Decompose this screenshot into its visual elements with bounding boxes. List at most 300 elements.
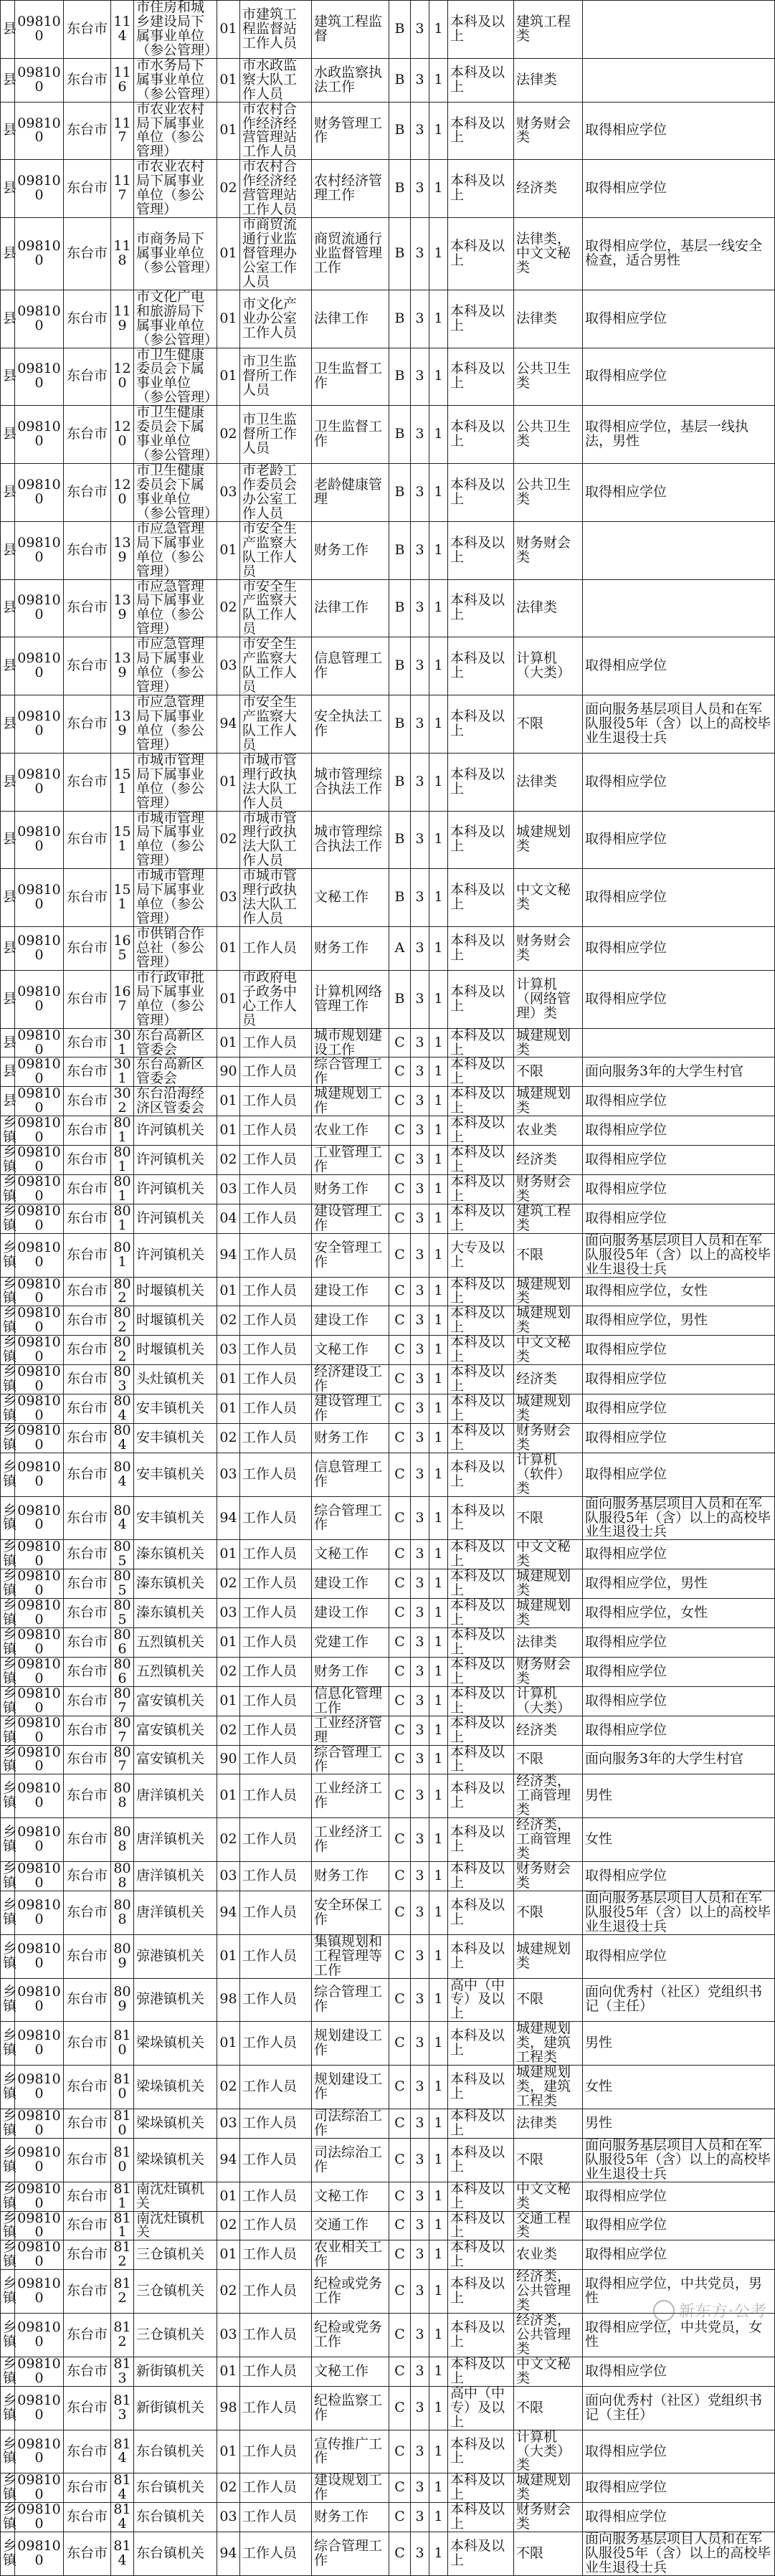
cell-city: 东台市: [64, 1540, 111, 1569]
cell-post-code: 03: [217, 1174, 240, 1204]
cell-city: 东台市: [64, 1891, 111, 1934]
cell-post-name: 工作人员: [240, 1657, 312, 1686]
cell-post-code: 04: [217, 1204, 240, 1233]
cell-city: 东台市: [64, 2182, 111, 2211]
cell-education: 本科及以上: [448, 2109, 514, 2138]
cell-category: C: [389, 1496, 411, 1540]
cell-dept-name: 市城市管理局下属事业单位（参公管理）: [134, 811, 217, 869]
cell-level: 县: [1, 1, 15, 59]
cell-dept-code: 803: [111, 1365, 134, 1394]
cell-job-desc: 文秘工作: [312, 2182, 389, 2211]
cell-post-name: 工作人员: [240, 1306, 312, 1336]
table-row: [1, 2532, 775, 2576]
cell-category: C: [389, 1087, 411, 1116]
cell-city: 东台市: [64, 521, 111, 579]
cell-category: C: [389, 1745, 411, 1774]
cell-exam-type: 3: [411, 1336, 429, 1365]
cell-education: 本科及以上: [448, 1087, 514, 1116]
cell-other-requirements: 取得相应学位: [583, 1174, 775, 1204]
cell-post-code: 02: [217, 1569, 240, 1599]
cell-post-name: 工作人员: [240, 1146, 312, 1175]
cell-org-code: 098100: [15, 1628, 64, 1658]
table-row: [1, 1657, 775, 1686]
cell-level: 乡镇: [1, 1540, 15, 1569]
cell-quota: 1: [429, 2386, 448, 2430]
cell-education: 本科及以上: [448, 1, 514, 59]
cell-major: 公共卫生类: [514, 406, 583, 464]
cell-exam-type: 3: [411, 1818, 429, 1862]
table-row: [1, 1423, 775, 1453]
cell-other-requirements: 取得相应学位: [583, 2211, 775, 2240]
cell-post-name: 市商贸流通行业监督管理办公室工作人员: [240, 218, 312, 290]
cell-city: 东台市: [64, 579, 111, 637]
cell-job-desc: 安全环保工作: [312, 1891, 389, 1934]
cell-job-desc: 计算机网络管理工作: [312, 970, 389, 1028]
cell-other-requirements: 取得相应学位，基层一线安全检查，适合男性: [583, 218, 775, 290]
cell-other-requirements: 男性: [583, 2022, 775, 2066]
cell-category: C: [389, 1365, 411, 1394]
cell-dept-code: 165: [111, 927, 134, 971]
cell-post-name: 工作人员: [240, 2138, 312, 2182]
cell-exam-type: 3: [411, 1628, 429, 1658]
cell-category: B: [389, 521, 411, 579]
cell-exam-type: 3: [411, 1774, 429, 1818]
cell-major: 城建规划类: [514, 1599, 583, 1628]
cell-exam-type: 3: [411, 2022, 429, 2066]
cell-other-requirements: 面向服务基层项目人员和在军队服役5年（含）以上的高校毕业生退役士兵: [583, 1233, 775, 1277]
cell-quota: 1: [429, 290, 448, 348]
cell-quota: 1: [429, 1540, 448, 1569]
cell-exam-type: 3: [411, 927, 429, 971]
cell-level: 乡镇: [1, 1745, 15, 1774]
cell-category: C: [389, 1818, 411, 1862]
cell-dept-name: 梁垛镇机关: [134, 2022, 217, 2066]
cell-level: 乡镇: [1, 1394, 15, 1424]
cell-post-name: 工作人员: [240, 1116, 312, 1146]
cell-post-name: 工作人员: [240, 2270, 312, 2314]
cell-org-code: 098100: [15, 2314, 64, 2357]
cell-job-desc: 财务工作: [312, 927, 389, 971]
cell-major: 经济类: [514, 1716, 583, 1745]
cell-dept-name: 时堰镇机关: [134, 1277, 217, 1306]
cell-job-desc: 财务工作: [312, 1423, 389, 1453]
cell-dept-code: 808: [111, 1774, 134, 1818]
cell-exam-type: 3: [411, 1540, 429, 1569]
cell-education: 本科及以上: [448, 869, 514, 927]
cell-level: 乡镇: [1, 1306, 15, 1336]
cell-other-requirements: 取得相应学位: [583, 1716, 775, 1745]
cell-other-requirements: 面向服务基层项目人员和在军队服役5年（含）以上的高校毕业生退役士兵: [583, 2532, 775, 2576]
cell-dept-name: 市城市管理局下属事业单位（参公管理）: [134, 869, 217, 927]
cell-other-requirements: 男性: [583, 2109, 775, 2138]
cell-post-code: 94: [217, 1891, 240, 1934]
cell-org-code: 098100: [15, 1087, 64, 1116]
cell-post-code: 01: [217, 970, 240, 1028]
table-row: [1, 1599, 775, 1628]
cell-dept-code: 807: [111, 1686, 134, 1716]
cell-category: C: [389, 1306, 411, 1336]
cell-dept-code: 151: [111, 811, 134, 869]
cell-dept-name: 东台镇机关: [134, 2430, 217, 2473]
cell-level: 县: [1, 348, 15, 406]
cell-category: C: [389, 2066, 411, 2109]
cell-education: 本科及以上: [448, 2211, 514, 2240]
cell-level: 乡镇: [1, 1599, 15, 1628]
cell-post-code: 02: [217, 1306, 240, 1336]
cell-other-requirements: 取得相应学位，男性: [583, 1569, 775, 1599]
cell-level: 县: [1, 102, 15, 160]
cell-dept-code: 120: [111, 406, 134, 464]
cell-post-name: 市安全生产监察大队工作人员: [240, 637, 312, 695]
cell-other-requirements: 面向服务基层项目人员和在军队服役5年（含）以上的高校毕业生退役士兵: [583, 1496, 775, 1540]
cell-post-code: 02: [217, 1716, 240, 1745]
cell-major: 建筑工程类: [514, 1204, 583, 1233]
cell-major: 不限: [514, 1233, 583, 1277]
cell-exam-type: 3: [411, 970, 429, 1028]
table-row: [1, 160, 775, 218]
cell-level: 乡镇: [1, 1453, 15, 1496]
cell-education: 本科及以上: [448, 464, 514, 522]
cell-other-requirements: 面向服务3年的大学生村官: [583, 1058, 775, 1087]
cell-dept-name: 唐洋镇机关: [134, 1862, 217, 1891]
cell-quota: 1: [429, 753, 448, 811]
cell-education: 本科及以上: [448, 1058, 514, 1087]
cell-post-name: 工作人员: [240, 1891, 312, 1934]
cell-education: 本科及以上: [448, 1306, 514, 1336]
cell-major: 计算机（软件）类: [514, 1453, 583, 1496]
cell-education: 本科及以上: [448, 406, 514, 464]
cell-job-desc: 文秘工作: [312, 869, 389, 927]
cell-job-desc: 纪检或党务工作: [312, 2314, 389, 2357]
cell-quota: 1: [429, 2022, 448, 2066]
cell-major: 法律类: [514, 1628, 583, 1658]
cell-level: 乡镇: [1, 2066, 15, 2109]
cell-dept-code: 814: [111, 2532, 134, 2576]
cell-dept-code: 809: [111, 1978, 134, 2022]
cell-dept-name: 市供销合作总社（参公管理）: [134, 927, 217, 971]
cell-major: 经济类，工商管理类: [514, 1774, 583, 1818]
cell-other-requirements: 取得相应学位: [583, 348, 775, 406]
cell-other-requirements: 取得相应学位: [583, 464, 775, 522]
cell-post-code: 01: [217, 2022, 240, 2066]
cell-other-requirements: 女性: [583, 2066, 775, 2109]
cell-major: 农业类: [514, 1116, 583, 1146]
cell-quota: 1: [429, 1453, 448, 1496]
cell-other-requirements: 取得相应学位: [583, 2240, 775, 2270]
cell-education: 本科及以上: [448, 1540, 514, 1569]
cell-job-desc: 法律工作: [312, 579, 389, 637]
cell-job-desc: 财务管理工作: [312, 102, 389, 160]
cell-other-requirements: 取得相应学位: [583, 1087, 775, 1116]
cell-org-code: 098100: [15, 1365, 64, 1394]
cell-exam-type: 3: [411, 1174, 429, 1204]
cell-post-code: 01: [217, 1365, 240, 1394]
cell-quota: 1: [429, 2473, 448, 2503]
cell-dept-code: 801: [111, 1204, 134, 1233]
cell-other-requirements: 取得相应学位: [583, 1686, 775, 1716]
cell-major: 中文文秘类: [514, 1540, 583, 1569]
cell-level: 乡镇: [1, 2503, 15, 2532]
cell-quota: 1: [429, 218, 448, 290]
cell-dept-code: 167: [111, 970, 134, 1028]
cell-dept-code: 804: [111, 1496, 134, 1540]
cell-dept-code: 802: [111, 1306, 134, 1336]
cell-city: 东台市: [64, 970, 111, 1028]
cell-exam-type: 3: [411, 348, 429, 406]
cell-other-requirements: 取得相应学位: [583, 1394, 775, 1424]
cell-major: 法律类: [514, 58, 583, 102]
cell-post-name: 工作人员: [240, 1028, 312, 1058]
cell-major: 法律类: [514, 753, 583, 811]
cell-education: 本科及以上: [448, 2066, 514, 2109]
cell-post-name: 工作人员: [240, 2430, 312, 2473]
cell-job-desc: 综合管理工作: [312, 1496, 389, 1540]
cell-dept-name: 唐洋镇机关: [134, 1818, 217, 1862]
cell-category: C: [389, 2211, 411, 2240]
cell-dept-code: 806: [111, 1657, 134, 1686]
cell-post-name: 工作人员: [240, 1686, 312, 1716]
cell-education: 本科及以上: [448, 1862, 514, 1891]
cell-job-desc: 老龄健康管理: [312, 464, 389, 522]
cell-post-code: 01: [217, 1087, 240, 1116]
cell-post-code: 03: [217, 637, 240, 695]
cell-other-requirements: 取得相应学位: [583, 637, 775, 695]
table-row: [1, 2182, 775, 2211]
table-row: [1, 579, 775, 637]
cell-exam-type: 3: [411, 1745, 429, 1774]
cell-quota: 1: [429, 1116, 448, 1146]
cell-org-code: 098100: [15, 1453, 64, 1496]
cell-job-desc: 文秘工作: [312, 1540, 389, 1569]
cell-level: 县: [1, 218, 15, 290]
cell-major: 不限: [514, 2386, 583, 2430]
cell-city: 东台市: [64, 1978, 111, 2022]
table-row: [1, 869, 775, 927]
cell-education: 本科及以上: [448, 2503, 514, 2532]
cell-level: 乡镇: [1, 1174, 15, 1204]
cell-post-code: 03: [217, 2503, 240, 2532]
cell-education: 本科及以上: [448, 218, 514, 290]
cell-level: 乡镇: [1, 2430, 15, 2473]
cell-dept-name: 新街镇机关: [134, 2357, 217, 2386]
cell-dept-code: 806: [111, 1628, 134, 1658]
cell-post-name: 工作人员: [240, 1058, 312, 1087]
cell-dept-name: 唐洋镇机关: [134, 1891, 217, 1934]
cell-post-name: 工作人员: [240, 1233, 312, 1277]
cell-post-code: 03: [217, 464, 240, 522]
cell-level: 乡镇: [1, 2314, 15, 2357]
cell-post-name: 市城市管理行政执法大队工作人员: [240, 753, 312, 811]
cell-quota: 1: [429, 160, 448, 218]
cell-job-desc: 财务工作: [312, 2503, 389, 2532]
cell-education: 本科及以上: [448, 579, 514, 637]
cell-city: 东台市: [64, 927, 111, 971]
cell-major: 城建规划类，建筑工程类: [514, 2066, 583, 2109]
cell-dept-name: 市卫生健康委员会下属事业单位（参公管理）: [134, 406, 217, 464]
cell-org-code: 098100: [15, 2430, 64, 2473]
table-row: [1, 2211, 775, 2240]
cell-dept-name: 安丰镇机关: [134, 1394, 217, 1424]
cell-other-requirements: 取得相应学位，女性: [583, 1277, 775, 1306]
cell-category: C: [389, 1174, 411, 1204]
cell-quota: 1: [429, 1146, 448, 1175]
cell-post-name: 工作人员: [240, 1716, 312, 1745]
cell-post-name: 工作人员: [240, 2314, 312, 2357]
cell-level: 乡镇: [1, 1934, 15, 1978]
cell-post-name: 工作人员: [240, 1277, 312, 1306]
cell-exam-type: 3: [411, 2357, 429, 2386]
cell-level: 县: [1, 927, 15, 971]
cell-education: 本科及以上: [448, 348, 514, 406]
cell-education: 本科及以上: [448, 1394, 514, 1424]
cell-category: B: [389, 464, 411, 522]
cell-category: B: [389, 406, 411, 464]
cell-post-code: 01: [217, 1628, 240, 1658]
cell-level: 县: [1, 579, 15, 637]
cell-exam-type: 3: [411, 753, 429, 811]
cell-job-desc: 水政监察执法工作: [312, 58, 389, 102]
cell-city: 东台市: [64, 811, 111, 869]
cell-quota: 1: [429, 2357, 448, 2386]
cell-education: 本科及以上: [448, 58, 514, 102]
cell-quota: 1: [429, 2066, 448, 2109]
cell-education: 本科及以上: [448, 1028, 514, 1058]
cell-education: 本科及以上: [448, 1336, 514, 1365]
cell-job-desc: 建设工作: [312, 1277, 389, 1306]
cell-quota: 1: [429, 1174, 448, 1204]
cell-dept-code: 120: [111, 348, 134, 406]
cell-org-code: 098100: [15, 869, 64, 927]
cell-job-desc: 宣传推广工作: [312, 2430, 389, 2473]
cell-exam-type: 3: [411, 1496, 429, 1540]
cell-city: 东台市: [64, 1818, 111, 1862]
cell-category: C: [389, 1686, 411, 1716]
cell-post-code: 94: [217, 1233, 240, 1277]
cell-job-desc: 城市管理综合执法工作: [312, 753, 389, 811]
cell-org-code: 098100: [15, 1657, 64, 1686]
cell-org-code: 098100: [15, 579, 64, 637]
cell-org-code: 098100: [15, 927, 64, 971]
cell-job-desc: 党建工作: [312, 1628, 389, 1658]
cell-education: 本科及以上: [448, 1204, 514, 1233]
table-row: [1, 2066, 775, 2109]
cell-exam-type: 3: [411, 2430, 429, 2473]
cell-post-name: 市建筑工程监督站工作人员: [240, 1, 312, 59]
cell-quota: 1: [429, 102, 448, 160]
table-row: [1, 348, 775, 406]
cell-category: C: [389, 2386, 411, 2430]
cell-level: 乡镇: [1, 2211, 15, 2240]
cell-category: B: [389, 637, 411, 695]
cell-other-requirements: 取得相应学位: [583, 1540, 775, 1569]
cell-level: 乡镇: [1, 2138, 15, 2182]
cell-city: 东台市: [64, 1599, 111, 1628]
cell-other-requirements: 取得相应学位: [583, 1336, 775, 1365]
cell-city: 东台市: [64, 2138, 111, 2182]
cell-dept-name: 南沈灶镇机关: [134, 2211, 217, 2240]
table-row: [1, 1087, 775, 1116]
cell-dept-code: 151: [111, 753, 134, 811]
cell-quota: 1: [429, 2240, 448, 2270]
cell-education: 本科及以上: [448, 2430, 514, 2473]
cell-exam-type: 3: [411, 1058, 429, 1087]
cell-job-desc: 综合管理工作: [312, 1978, 389, 2022]
cell-level: 县: [1, 1058, 15, 1087]
cell-dept-name: 市应急管理局下属事业单位（参公管理）: [134, 521, 217, 579]
cell-dept-name: 市农业农村局下属事业单位（参公管理）: [134, 160, 217, 218]
cell-post-code: 01: [217, 1, 240, 59]
cell-post-name: 工作人员: [240, 1365, 312, 1394]
cell-city: 东台市: [64, 1716, 111, 1745]
cell-quota: 1: [429, 1496, 448, 1540]
cell-other-requirements: [583, 1028, 775, 1058]
cell-exam-type: 3: [411, 1365, 429, 1394]
cell-quota: 1: [429, 1423, 448, 1453]
cell-major: 经济类: [514, 160, 583, 218]
cell-exam-type: 3: [411, 1204, 429, 1233]
cell-category: C: [389, 1599, 411, 1628]
cell-other-requirements: 面向服务基层项目人员和在军队服役5年（含）以上的高校毕业生退役士兵: [583, 2138, 775, 2182]
cell-org-code: 098100: [15, 2532, 64, 2576]
cell-city: 东台市: [64, 1686, 111, 1716]
cell-exam-type: 3: [411, 2138, 429, 2182]
cell-major: 不限: [514, 2532, 583, 2576]
cell-post-code: 01: [217, 1277, 240, 1306]
cell-education: 本科及以上: [448, 102, 514, 160]
cell-post-code: 02: [217, 406, 240, 464]
cell-dept-code: 814: [111, 2503, 134, 2532]
cell-org-code: 098100: [15, 1204, 64, 1233]
cell-exam-type: 3: [411, 102, 429, 160]
cell-dept-name: 梁垛镇机关: [134, 2066, 217, 2109]
cell-education: 本科及以上: [448, 2473, 514, 2503]
cell-city: 东台市: [64, 1365, 111, 1394]
cell-job-desc: 综合管理工作: [312, 2532, 389, 2576]
table-row: [1, 1204, 775, 1233]
cell-quota: 1: [429, 1087, 448, 1116]
cell-post-name: 工作人员: [240, 1628, 312, 1658]
cell-post-code: 94: [217, 695, 240, 754]
cell-city: 东台市: [64, 58, 111, 102]
cell-category: C: [389, 1394, 411, 1424]
cell-other-requirements: 取得相应学位: [583, 970, 775, 1028]
cell-category: C: [389, 1862, 411, 1891]
cell-city: 东台市: [64, 1496, 111, 1540]
cell-job-desc: 农业工作: [312, 1116, 389, 1146]
cell-dept-name: 市卫生健康委员会下属事业单位（参公管理）: [134, 348, 217, 406]
table-row: [1, 406, 775, 464]
table-row: [1, 521, 775, 579]
cell-exam-type: 3: [411, 1978, 429, 2022]
cell-education: 本科及以上: [448, 521, 514, 579]
cell-education: 本科及以上: [448, 2240, 514, 2270]
cell-quota: 1: [429, 1058, 448, 1087]
cell-education: 本科及以上: [448, 1496, 514, 1540]
cell-city: 东台市: [64, 2066, 111, 2109]
cell-exam-type: 3: [411, 2270, 429, 2314]
cell-city: 东台市: [64, 2211, 111, 2240]
cell-job-desc: 建设工作: [312, 1569, 389, 1599]
cell-level: 乡镇: [1, 1496, 15, 1540]
cell-post-code: 03: [217, 2109, 240, 2138]
cell-city: 东台市: [64, 1087, 111, 1116]
cell-job-desc: 纪检监察工作: [312, 2386, 389, 2430]
cell-dept-name: 南沈灶镇机关: [134, 2182, 217, 2211]
cell-city: 东台市: [64, 1453, 111, 1496]
cell-category: C: [389, 1028, 411, 1058]
table-row: [1, 2109, 775, 2138]
cell-post-code: 94: [217, 2532, 240, 2576]
